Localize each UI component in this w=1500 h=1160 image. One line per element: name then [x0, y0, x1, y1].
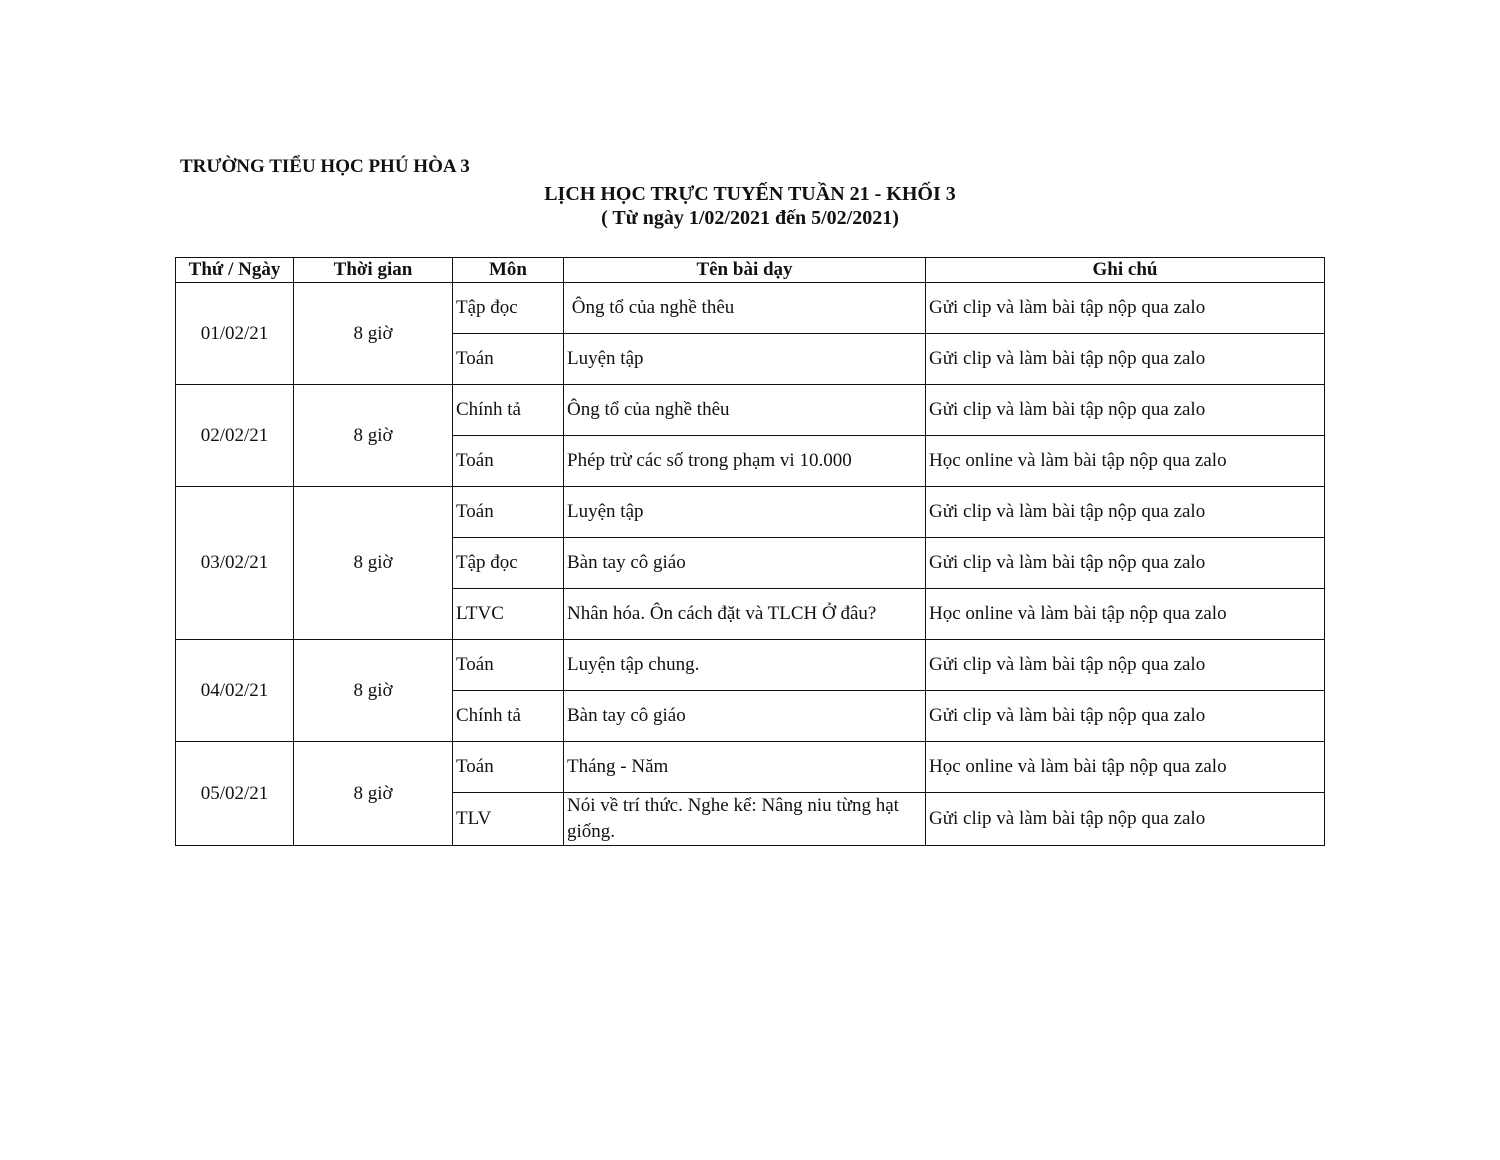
table-row: [176, 487, 1325, 538]
note-cell: Gửi clip và làm bài tập nộp qua zalo: [926, 640, 1325, 691]
note-cell: Học online và làm bài tập nộp qua zalo: [926, 742, 1325, 793]
note-cell: Gửi clip và làm bài tập nộp qua zalo: [926, 385, 1325, 436]
subject-cell: Tập đọc: [453, 283, 564, 334]
lesson-cell: Bàn tay cô giáo: [564, 691, 926, 742]
column-header-date: Thứ / Ngày: [176, 258, 294, 283]
column-header-lesson: Tên bài dạy: [564, 258, 926, 283]
note-cell: Gửi clip và làm bài tập nộp qua zalo: [926, 793, 1325, 846]
date-cell: 02/02/21: [176, 385, 294, 487]
table-header-row: [176, 258, 1325, 283]
column-header-time: Thời gian: [294, 258, 453, 283]
date-cell: 05/02/21: [176, 742, 294, 846]
lesson-cell: Luyện tập chung.: [564, 640, 926, 691]
note-cell: Học online và làm bài tập nộp qua zalo: [926, 436, 1325, 487]
subject-cell: TLV: [453, 793, 564, 846]
subject-cell: Toán: [453, 436, 564, 487]
schedule-table: [175, 257, 1325, 846]
time-cell: 8 giờ: [294, 487, 453, 640]
subject-cell: Chính tả: [453, 385, 564, 436]
subject-cell: Toán: [453, 640, 564, 691]
date-range: ( Từ ngày 1/02/2021 đến 5/02/2021): [601, 207, 899, 229]
date-cell: 01/02/21: [176, 283, 294, 385]
lesson-cell: Ông tổ của nghề thêu: [564, 283, 926, 334]
subject-cell: Toán: [453, 334, 564, 385]
subject-cell: Toán: [453, 487, 564, 538]
time-cell: 8 giờ: [294, 385, 453, 487]
subject-cell: Chính tả: [453, 691, 564, 742]
column-header-note: Ghi chú: [926, 258, 1325, 283]
schedule-title: LỊCH HỌC TRỰC TUYẾN TUẦN 21 - KHỐI 3: [544, 183, 956, 205]
note-cell: Gửi clip và làm bài tập nộp qua zalo: [926, 538, 1325, 589]
note-cell: Gửi clip và làm bài tập nộp qua zalo: [926, 283, 1325, 334]
note-cell: Gửi clip và làm bài tập nộp qua zalo: [926, 334, 1325, 385]
subject-cell: Tập đọc: [453, 538, 564, 589]
subject-cell: Toán: [453, 742, 564, 793]
time-cell: 8 giờ: [294, 742, 453, 846]
table-row: [176, 742, 1325, 793]
column-header-subject: Môn: [453, 258, 564, 283]
date-cell: 03/02/21: [176, 487, 294, 640]
lesson-cell: Nhân hóa. Ôn cách đặt và TLCH Ở đâu?: [564, 589, 926, 640]
lesson-cell: Phép trừ các số trong phạm vi 10.000: [564, 436, 926, 487]
lesson-cell: Luyện tập: [564, 487, 926, 538]
table-row: [176, 385, 1325, 436]
table-row: [176, 283, 1325, 334]
note-cell: Gửi clip và làm bài tập nộp qua zalo: [926, 691, 1325, 742]
lesson-cell: Bàn tay cô giáo: [564, 538, 926, 589]
note-cell: Gửi clip và làm bài tập nộp qua zalo: [926, 487, 1325, 538]
note-cell: Học online và làm bài tập nộp qua zalo: [926, 589, 1325, 640]
time-cell: 8 giờ: [294, 283, 453, 385]
lesson-cell: Ông tổ của nghề thêu: [564, 385, 926, 436]
lesson-cell: Nói về trí thức. Nghe kể: Nâng niu từng hạt giống.: [564, 793, 926, 846]
table-row: [176, 640, 1325, 691]
lesson-cell: Luyện tập: [564, 334, 926, 385]
subject-cell: LTVC: [453, 589, 564, 640]
time-cell: 8 giờ: [294, 640, 453, 742]
school-name: TRƯỜNG TIỂU HỌC PHÚ HÒA 3: [180, 156, 470, 177]
lesson-cell: Tháng - Năm: [564, 742, 926, 793]
date-cell: 04/02/21: [176, 640, 294, 742]
